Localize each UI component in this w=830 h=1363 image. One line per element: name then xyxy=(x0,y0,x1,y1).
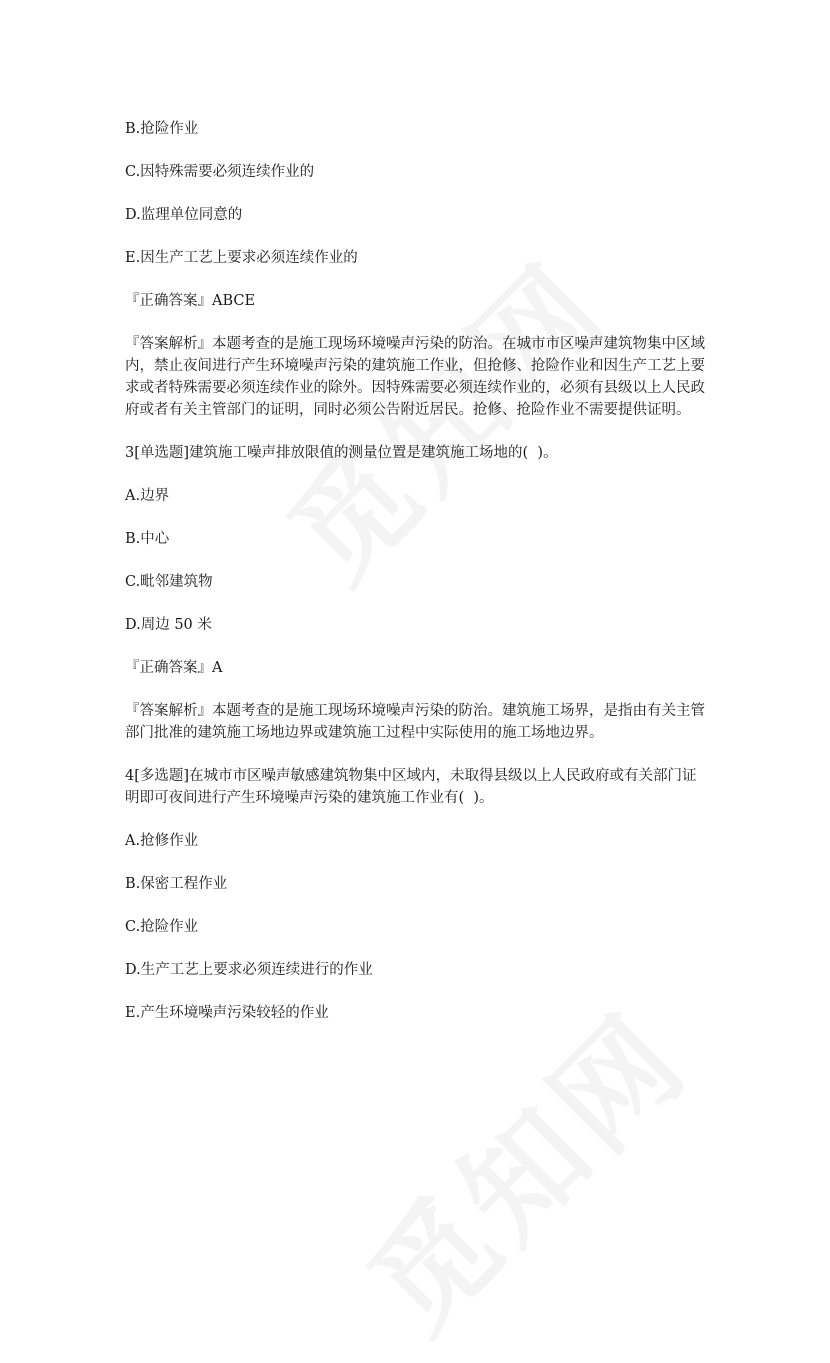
option-b: B.保密工程作业 xyxy=(125,876,228,892)
document-body xyxy=(125,118,705,1045)
option-d: D.生产工艺上要求必须连续进行的作业 xyxy=(125,962,373,978)
question-stem: 3[单选题]建筑施工噪声排放限值的测量位置是建筑施工场地的( )。 xyxy=(125,445,558,461)
option-a: A.抢修作业 xyxy=(125,833,199,849)
option-c: C.因特殊需要必须连续作业的 xyxy=(125,164,315,180)
option-c: C.抢险作业 xyxy=(125,919,199,935)
option-d: D.周边 50 米 xyxy=(125,617,212,633)
answer-analysis: 『答案解析』本题考查的是施工现场环境噪声污染的防治。在城市市区噪声建筑物集中区域内，禁止夜间进行产生环境噪声污染的建筑施工作业，但抢修、抢险作业和因生产工艺上要求或者特殊需要必须连续作业的除外。因特殊需要必须连续作业的，必须有县级以上人民政府或者有关主管部门的证明，同时必须公告附近居民。抢修、抢险作业不需要提供证明。 xyxy=(125,336,705,418)
option-d: D.监理单位同意的 xyxy=(125,207,243,223)
correct-answer: 『正确答案』ABCE xyxy=(125,293,256,309)
option-b: B.中心 xyxy=(125,531,170,547)
answer-analysis: 『答案解析』本题考查的是施工现场环境噪声污染的防治。建筑施工场界，是指由有关主管部门批准的建筑施工场地边界或建筑施工过程中实际使用的施工场地边界。 xyxy=(125,703,705,741)
correct-answer: 『正确答案』A xyxy=(125,660,223,676)
option-c: C.毗邻建筑物 xyxy=(125,574,213,590)
question-stem: 4[多选题]在城市市区噪声敏感建筑物集中区域内，未取得县级以上人民政府或有关部门证明即可夜间进行产生环境噪声污染的建筑施工作业有( )。 xyxy=(125,768,697,806)
option-a: A.边界 xyxy=(125,488,170,504)
option-e: E.因生产工艺上要求必须连续作业的 xyxy=(125,250,358,266)
option-b: B.抢险作业 xyxy=(125,121,199,137)
option-e: E.产生环境噪声污染较轻的作业 xyxy=(125,1005,329,1021)
